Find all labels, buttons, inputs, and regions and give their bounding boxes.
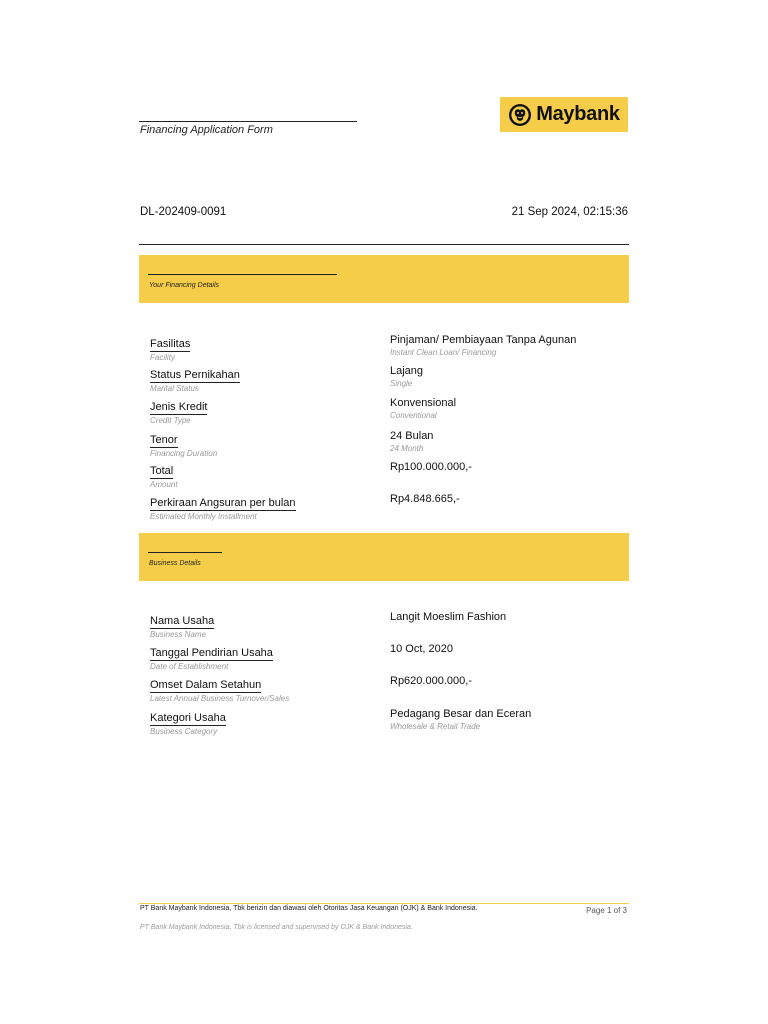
business-section-header	[139, 533, 629, 581]
label-en: Marital Status	[150, 384, 199, 393]
value-id: Pinjaman/ Pembiayaan Tanpa Agunan	[390, 334, 577, 346]
field-value-tenor	[390, 430, 630, 454]
footer-divider	[139, 903, 629, 904]
label-en: Credit Type	[150, 416, 191, 425]
field-value-facility	[390, 334, 630, 358]
submission-timestamp: 21 Sep 2024, 02:15:36	[511, 206, 628, 218]
value-id: Langit Moeslim Fashion	[390, 611, 507, 623]
value-id: Pedagang Besar dan Eceran	[390, 708, 532, 720]
field-label-annual-turnover	[150, 675, 370, 704]
value-en: Single	[390, 379, 413, 388]
label-id: Tanggal Pendirian Usaha	[150, 647, 273, 659]
value-en: Conventional	[390, 411, 437, 420]
header-divider	[139, 244, 629, 245]
label-en: Date of Establishment	[150, 662, 229, 671]
field-value-credit-type	[390, 397, 630, 421]
label-id: Status Pernikahan	[150, 369, 240, 381]
field-value-business-name	[390, 611, 630, 624]
field-label-amount	[150, 461, 370, 490]
value-id: Rp100.000.000,-	[390, 461, 472, 473]
label-en: Financing Duration	[150, 449, 218, 458]
financing-section-header	[139, 255, 629, 303]
section-title: Your Financing Details	[149, 282, 220, 289]
footer-disclaimer-id: PT Bank Maybank Indonesia, Tbk berizin dan diawasi oleh Otoritas Jasa Keuangan (OJK) & Bank Indonesia.	[140, 905, 478, 912]
form-title: Financing Application Form	[140, 124, 273, 136]
label-id: Omset Dalam Setahun	[150, 679, 262, 691]
footer-disclaimer-en: PT Bank Maybank Indonesia, Tbk is licensed and supervised by OJK & Bank Indonesia.	[140, 924, 413, 931]
label-id: Fasilitas	[150, 338, 191, 350]
form-title-rule	[139, 121, 357, 122]
value-id: Rp620.000.000,-	[390, 675, 472, 687]
field-value-business-category	[390, 708, 630, 732]
section-title-rule	[148, 552, 222, 553]
section-title: Business Details	[149, 560, 201, 567]
reference-id: DL-202409-0091	[140, 206, 227, 218]
label-id: Nama Usaha	[150, 615, 215, 627]
value-id: Rp4.848.665,-	[390, 493, 460, 505]
field-value-marital-status	[390, 365, 630, 389]
label-en: Amount	[150, 480, 178, 489]
maybank-logo	[500, 97, 628, 132]
field-label-facility	[150, 334, 370, 363]
field-label-monthly-installment	[150, 493, 370, 522]
value-id: 10 Oct, 2020	[390, 643, 453, 655]
field-label-establishment-date	[150, 643, 370, 672]
brand-name: Maybank	[536, 103, 620, 125]
field-value-annual-turnover	[390, 675, 630, 688]
section-title-rule	[148, 274, 337, 275]
value-id: Konvensional	[390, 397, 457, 409]
field-value-amount	[390, 461, 630, 474]
label-id: Perkiraan Angsuran per bulan	[150, 497, 296, 509]
value-id: 24 Bulan	[390, 430, 434, 442]
tiger-head-icon	[508, 103, 532, 127]
field-label-credit-type	[150, 397, 370, 426]
label-id: Jenis Kredit	[150, 401, 208, 413]
field-label-business-category	[150, 708, 370, 737]
field-label-marital-status	[150, 365, 370, 394]
label-en: Business Name	[150, 630, 207, 639]
field-value-monthly-installment	[390, 493, 630, 506]
label-en: Latest Annual Business Turnover/Sales	[150, 694, 290, 703]
label-id: Tenor	[150, 434, 178, 446]
value-id: Lajang	[390, 365, 424, 377]
value-en: 24 Month	[390, 444, 424, 453]
field-value-establishment-date	[390, 643, 630, 656]
page-indicator: Page 1 of 3	[586, 906, 627, 915]
label-id: Kategori Usaha	[150, 712, 226, 724]
label-en: Facility	[150, 353, 175, 362]
value-en: Wholesale & Retail Trade	[390, 722, 481, 731]
value-en: Instant Clean Loan/ Financing	[390, 348, 497, 357]
label-en: Business Category	[150, 727, 218, 736]
field-label-tenor	[150, 430, 370, 459]
field-label-business-name	[150, 611, 370, 640]
label-en: Estimated Monthly Installment	[150, 512, 257, 521]
label-id: Total	[150, 465, 174, 477]
